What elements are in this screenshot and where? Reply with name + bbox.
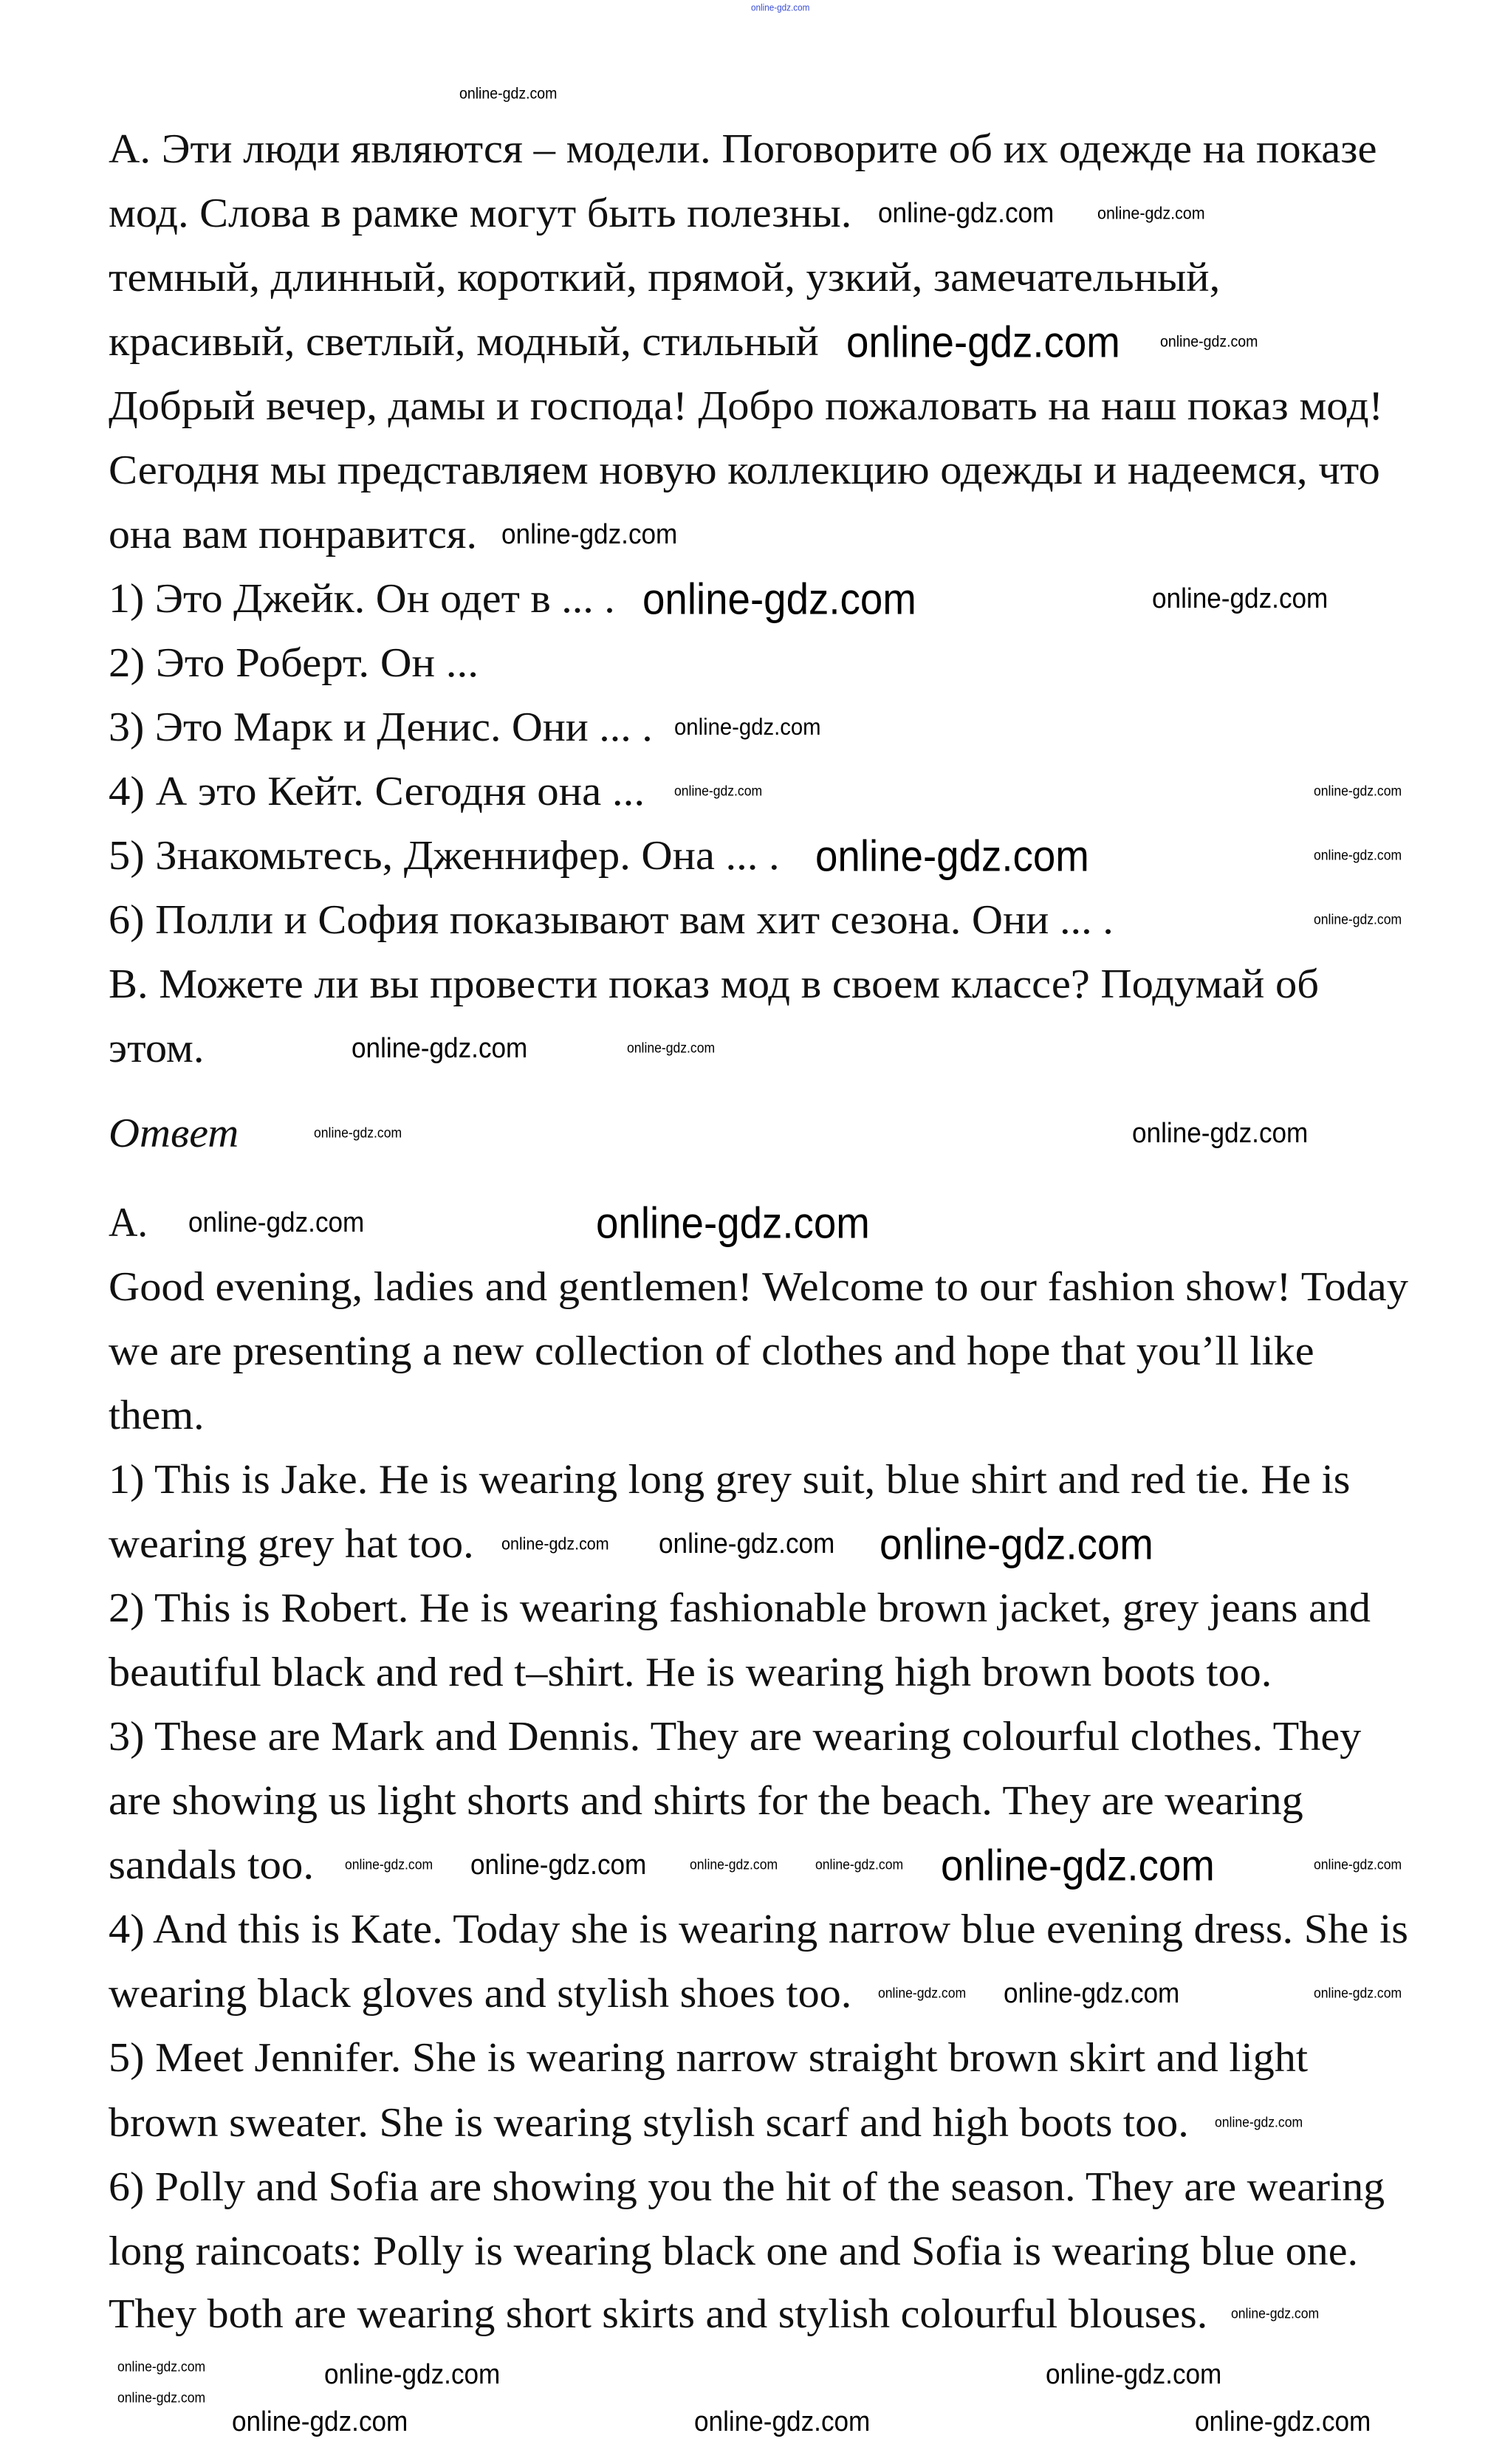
watermark: online-gdz.com bbox=[815, 1857, 904, 1873]
text-line: 4) А это Кейт. Сегодня она ... bbox=[109, 769, 645, 815]
watermark: online-gdz.com bbox=[1215, 2114, 1303, 2130]
text-line: 6) Полли и София показывают вам хит сезона. Они ... . bbox=[109, 897, 1114, 944]
watermark: online-gdz.com bbox=[117, 2390, 206, 2406]
watermark: online-gdz.com bbox=[501, 518, 678, 550]
watermark: online-gdz.com bbox=[673, 713, 821, 741]
text-line: 1) Это Джейк. Он одет в ... . bbox=[109, 575, 615, 622]
watermark: online-gdz.com bbox=[1314, 1857, 1402, 1873]
text-line: A. bbox=[109, 1199, 148, 1246]
watermark: online-gdz.com bbox=[880, 1519, 1153, 1569]
watermark: online-gdz.com bbox=[815, 831, 1089, 881]
watermark: online-gdz.com bbox=[877, 196, 1055, 229]
text-line: B. Можете ли вы провести показ мод в своем классе? Подумай об bbox=[109, 961, 1319, 1008]
watermark: online-gdz.com bbox=[1003, 1977, 1180, 2010]
watermark: online-gdz.com bbox=[673, 783, 763, 800]
watermark: online-gdz.com bbox=[324, 2358, 501, 2391]
text-line: красивый, светлый, модный, стильный bbox=[109, 318, 819, 365]
text-line: wearing black gloves and stylish shoes too. bbox=[109, 1971, 852, 2017]
watermark: online-gdz.com bbox=[694, 2405, 871, 2437]
watermark: online-gdz.com bbox=[1314, 1986, 1402, 2002]
text-line: sandals too. bbox=[109, 1842, 315, 1889]
text-line: Добрый вечер, дамы и господа! Добро пожаловать на наш показ мод! bbox=[109, 382, 1383, 429]
watermark: online-gdz.com bbox=[313, 1125, 402, 1142]
text-line: 1) This is Jake. He is wearing long grey suit, blue shirt and red tie. He is bbox=[109, 1457, 1351, 1503]
text-line: are showing us light shorts and shirts for the beach. They are wearing bbox=[109, 1778, 1303, 1825]
watermark: online-gdz.com bbox=[1097, 203, 1205, 223]
text-line: Good evening, ladies and gentlemen! Welcome to our fashion show! Today bbox=[109, 1263, 1408, 1310]
text-line: 3) These are Mark and Dennis. They are wearing colourful clothes. They bbox=[109, 1714, 1362, 1760]
text-line: we are presenting a new collection of clothes and hope that you’ll like bbox=[109, 1328, 1314, 1375]
watermark: online-gdz.com bbox=[642, 574, 917, 624]
text-line: 6) Polly and Sofia are showing you the hit of the season. They are wearing bbox=[109, 2163, 1385, 2210]
watermark: online-gdz.com bbox=[232, 2405, 408, 2437]
watermark: online-gdz.com bbox=[1314, 848, 1402, 864]
watermark: online-gdz.com bbox=[1152, 582, 1329, 614]
watermark: online-gdz.com bbox=[470, 1849, 647, 1881]
text-line: 3) Это Марк и Денис. Они ... . bbox=[109, 704, 653, 751]
text-line: long raincoats: Polly is wearing black one and Sofia is wearing blue one. bbox=[109, 2228, 1359, 2274]
text-line: beautiful black and red t–shirt. He is wearing high brown boots too. bbox=[109, 1650, 1272, 1696]
watermark: online-gdz.com bbox=[627, 1040, 716, 1057]
watermark: online-gdz.com bbox=[1314, 912, 1402, 928]
text-line: 2) This is Robert. He is wearing fashionable brown jacket, grey jeans and bbox=[109, 1585, 1371, 1632]
text-line: wearing grey hat too. bbox=[109, 1521, 474, 1568]
watermark: online-gdz.com bbox=[1194, 2405, 1371, 2437]
watermark: online-gdz.com bbox=[690, 1857, 778, 1873]
watermark: online-gdz.com bbox=[117, 2359, 206, 2375]
watermark: online-gdz.com bbox=[345, 1857, 433, 1873]
watermark: online-gdz.com bbox=[1046, 2358, 1222, 2391]
watermark: online-gdz.com bbox=[1131, 1116, 1309, 1149]
text-line: она вам понравится. bbox=[109, 511, 477, 557]
text-line: этом. bbox=[109, 1026, 205, 1072]
watermark: online-gdz.com bbox=[351, 1032, 527, 1065]
text-line: 2) Это Роберт. Он ... bbox=[109, 640, 479, 687]
watermark: online-gdz.com bbox=[1160, 333, 1258, 351]
text-line: brown sweater. She is wearing stylish scarf and high boots too. bbox=[109, 2099, 1189, 2146]
watermark: online-gdz.com bbox=[877, 1986, 967, 2002]
text-line: 4) And this is Kate. Today she is wearing narrow blue evening dress. She is bbox=[109, 1907, 1408, 1953]
watermark: online-gdz.com bbox=[501, 1534, 610, 1554]
watermark: online-gdz.com bbox=[595, 1198, 870, 1248]
watermark: online-gdz.com bbox=[1230, 2305, 1319, 2321]
text-line: 5) Meet Jennifer. She is wearing narrow straight brown skirt and light bbox=[109, 2035, 1309, 2082]
text-line: They both are wearing short skirts and stylish colourful blouses. bbox=[109, 2290, 1208, 2337]
text-line: А. Эти люди являются – модели. Поговорите об их одежде на показе bbox=[109, 126, 1377, 172]
watermark: online-gdz.com bbox=[846, 317, 1121, 367]
watermark: online-gdz.com bbox=[188, 1206, 365, 1238]
answer-heading: Ответ bbox=[109, 1110, 239, 1156]
watermark: online-gdz.com bbox=[940, 1840, 1215, 1890]
text-line: мод. Слова в рамке могут быть полезны. bbox=[109, 190, 852, 236]
text-line: Сегодня мы представляем новую коллекцию одежды и надеемся, что bbox=[109, 447, 1380, 493]
text-line: them. bbox=[109, 1393, 205, 1439]
watermark: online-gdz.com bbox=[750, 1, 810, 13]
watermark: online-gdz.com bbox=[658, 1528, 835, 1560]
watermark: online-gdz.com bbox=[459, 85, 558, 103]
text-line: темный, длинный, короткий, прямой, узкий, замечательный, bbox=[109, 254, 1221, 301]
text-line: 5) Знакомьтесь, Дженнифер. Она ... . bbox=[109, 833, 780, 879]
watermark: online-gdz.com bbox=[1314, 783, 1402, 800]
